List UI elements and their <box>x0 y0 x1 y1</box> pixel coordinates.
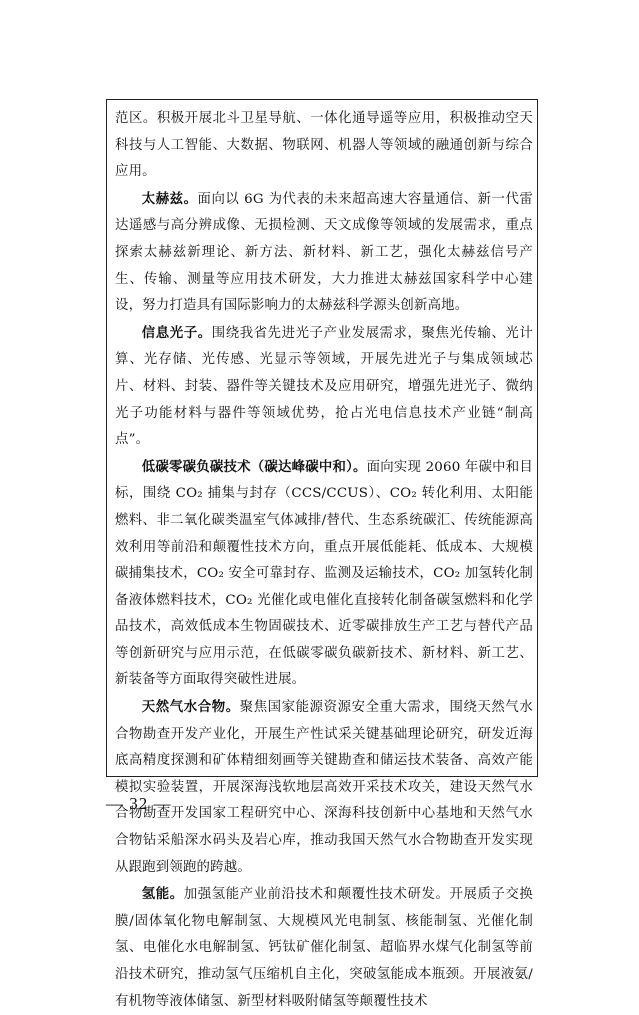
paragraph-photonics <box>115 321 533 454</box>
paragraph-1 <box>115 106 533 186</box>
paragraph-hydrate <box>115 695 533 881</box>
paragraph-text: 范区。积极开展北斗卫星导航、一体化通导遥等应用，积极推动空天科技与人工智能、大数据、物联网、机器人等领域的融通创新与综合应用。 <box>115 111 533 180</box>
paragraph-text: 围绕我省先进光子产业发展需求，聚焦光传输、光计算、光存储、光传感、光显示等领域，开展先进光子与集成领域芯片、材料、封装、器件等关键技术及应用研究，增强先进光子、微纳光子功能材料与器件等领域优势，抢占光电信息技术产业链“制高点”。 <box>115 325 533 448</box>
paragraph-text: 聚焦国家能源资源安全重大需求，围绕天然气水合物勘查开发产业化，开展生产性试采关键基础理论研究，研发近海底高精度探测和矿体精细刻画等关键勘查和储运技术装备、高效产能模拟实验装置，开展深海浅软地层高效开采技术攻关，建设天然气水合物勘查开发国家工程研究中心、深海科技创新中心基地和天然气水合物钻采船深水码头及岩心库，推动我国天然气水合物勘查开发实现从跟跑到领跑的跨越。 <box>115 700 533 875</box>
paragraph-carbon <box>115 455 533 694</box>
document-body <box>107 100 537 1015</box>
paragraph-heading: 天然气水合物。 <box>141 700 240 716</box>
paragraph-text: 面向实现 2060 年碳中和目标，围绕 CO₂ 捕集与封存（CCS/CCUS）、CO₂ 转化利用、太阳能燃料、非二氧化碳类温室气体减排/替代、生态系统碳汇、传统能源高效利用等前沿和颠覆性技术方向，重点开展低能耗、低成本、大规模碳捕集技术，CO₂ 安全可靠封存、监测及运输技术，CO₂ 加氢转化制备液体燃料技术，CO₂ 光催化或电催化直接转化制备碳氢燃料和化学品技术，高效低成本生物固碳技术、近零碳排放生产工艺与替代产品等创新研究与应用示范，在低碳零碳负碳新技术、新材料、新工艺、新装备等方面取得突破性进展。 <box>115 459 533 688</box>
paragraph-heading: 氢能。 <box>141 887 184 903</box>
paragraph-text: 加强氢能产业前沿技术和颠覆性技术研发。开展质子交换膜/固体氧化物电解制氢、大规模风光电制氢、核能制氢、光催化制氢、电催化水电解制氢、钙钛矿催化制氢、超临界水煤气化制氢等前沿技术研究，推动氢气压缩机自主化，突破氢能成本瓶颈。开展液氨/有机物等液体储氢、新型材料吸附储氢等颠覆性技术 <box>115 887 534 1009</box>
page-number: — 32 — <box>106 794 172 813</box>
paragraph-text: 面向以 6G 为代表的未来超高速大容量通信、新一代雷达遥感与高分辨成像、无损检测、天文成像等领域的发展需求，重点探索太赫兹新理论、新方法、新材料、新工艺，强化太赫兹信号产生、传输、测量等应用技术研发，大力推进太赫兹国家科学中心建设，努力打造具有国际影响力的太赫兹科学源头创新高地。 <box>115 191 533 314</box>
paragraph-heading: 信息光子。 <box>141 325 212 341</box>
paragraph-heading: 太赫兹。 <box>141 191 198 207</box>
paragraph-terahertz <box>115 187 533 320</box>
paragraph-heading: 低碳零碳负碳技术（碳达峰碳中和）。 <box>141 459 367 475</box>
paragraph-hydrogen <box>115 882 533 1015</box>
